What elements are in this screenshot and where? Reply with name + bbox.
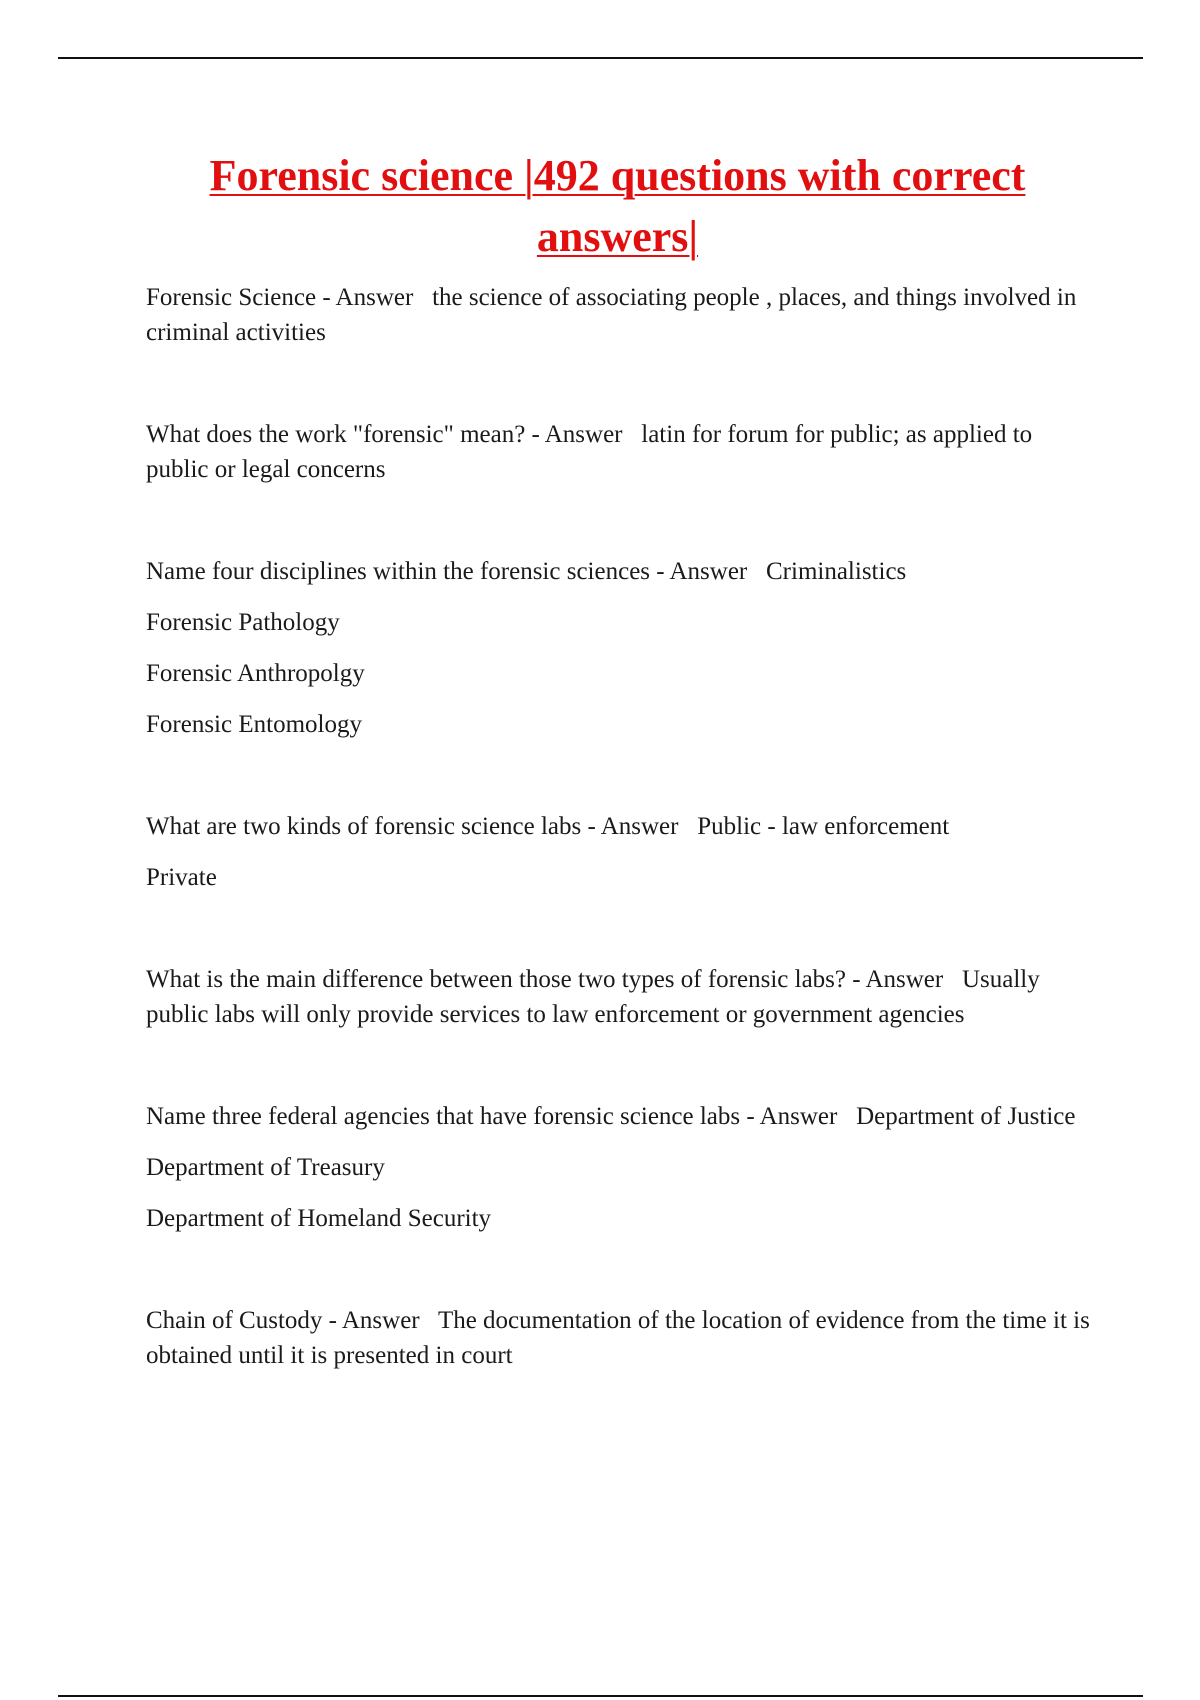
answer-continuation: Private bbox=[146, 864, 217, 891]
qa-item bbox=[146, 809, 1096, 895]
qa-line bbox=[146, 809, 1096, 844]
answer-text: the science of associating people , places, and things involved in criminal activities bbox=[146, 284, 1077, 346]
answer-continuation: Forensic Anthropolgy bbox=[146, 660, 365, 687]
qa-item bbox=[146, 554, 1096, 742]
question-text: Name three federal agencies that have forensic science labs bbox=[146, 1103, 741, 1130]
answer-text: Criminalistics bbox=[766, 558, 907, 585]
document-title: Forensic science |492 questions with correct answers| bbox=[209, 151, 1026, 261]
question-text: What does the work "forensic" mean? bbox=[146, 421, 526, 448]
answer-marker: - Answer bbox=[846, 966, 944, 993]
qa-item bbox=[146, 417, 1096, 487]
qa-item bbox=[146, 1099, 1096, 1236]
question-text: Forensic Science bbox=[146, 284, 317, 311]
answer-text: Public - law enforcement bbox=[697, 813, 950, 840]
answer-marker: - Answer bbox=[322, 1307, 420, 1334]
answer-continuation: Forensic Entomology bbox=[146, 711, 362, 738]
answer-continuation: Department of Treasury bbox=[146, 1154, 385, 1181]
footer-rule bbox=[58, 1695, 1143, 1697]
qa-line bbox=[146, 280, 1096, 350]
qa-item bbox=[146, 962, 1096, 1032]
question-text: Chain of Custody bbox=[146, 1307, 323, 1334]
answer-marker: - Answer bbox=[740, 1103, 838, 1130]
question-text: Name four disciplines within the forensic sciences bbox=[146, 558, 651, 585]
answer-continuation: Department of Homeland Security bbox=[146, 1205, 492, 1232]
answer-continuation: Forensic Pathology bbox=[146, 609, 340, 636]
qa-line bbox=[146, 1303, 1096, 1373]
qa-item bbox=[146, 1303, 1096, 1373]
qa-line bbox=[146, 962, 1096, 1032]
qa-line bbox=[146, 417, 1096, 487]
answer-marker: - Answer bbox=[650, 558, 748, 585]
question-text: What are two kinds of forensic science labs bbox=[146, 813, 582, 840]
qa-line bbox=[146, 554, 1096, 589]
answer-marker: - Answer bbox=[316, 284, 414, 311]
qa-line bbox=[146, 1099, 1096, 1134]
answer-marker: - Answer bbox=[581, 813, 679, 840]
answer-text: Usually public labs will only provide services to law enforcement or government agencies bbox=[146, 966, 1040, 1028]
header-rule bbox=[58, 57, 1143, 59]
qa-item bbox=[146, 280, 1096, 350]
answer-text: latin for forum for public; as applied to public or legal concerns bbox=[146, 421, 1033, 483]
answer-text: The documentation of the location of evidence from the time it is obtained until it is presented in court bbox=[146, 1307, 1090, 1369]
question-text: What is the main difference between those two types of forensic labs? bbox=[146, 966, 846, 993]
qa-list bbox=[146, 280, 1096, 1373]
answer-text: Department of Justice bbox=[856, 1103, 1076, 1130]
answer-marker: - Answer bbox=[525, 421, 623, 448]
